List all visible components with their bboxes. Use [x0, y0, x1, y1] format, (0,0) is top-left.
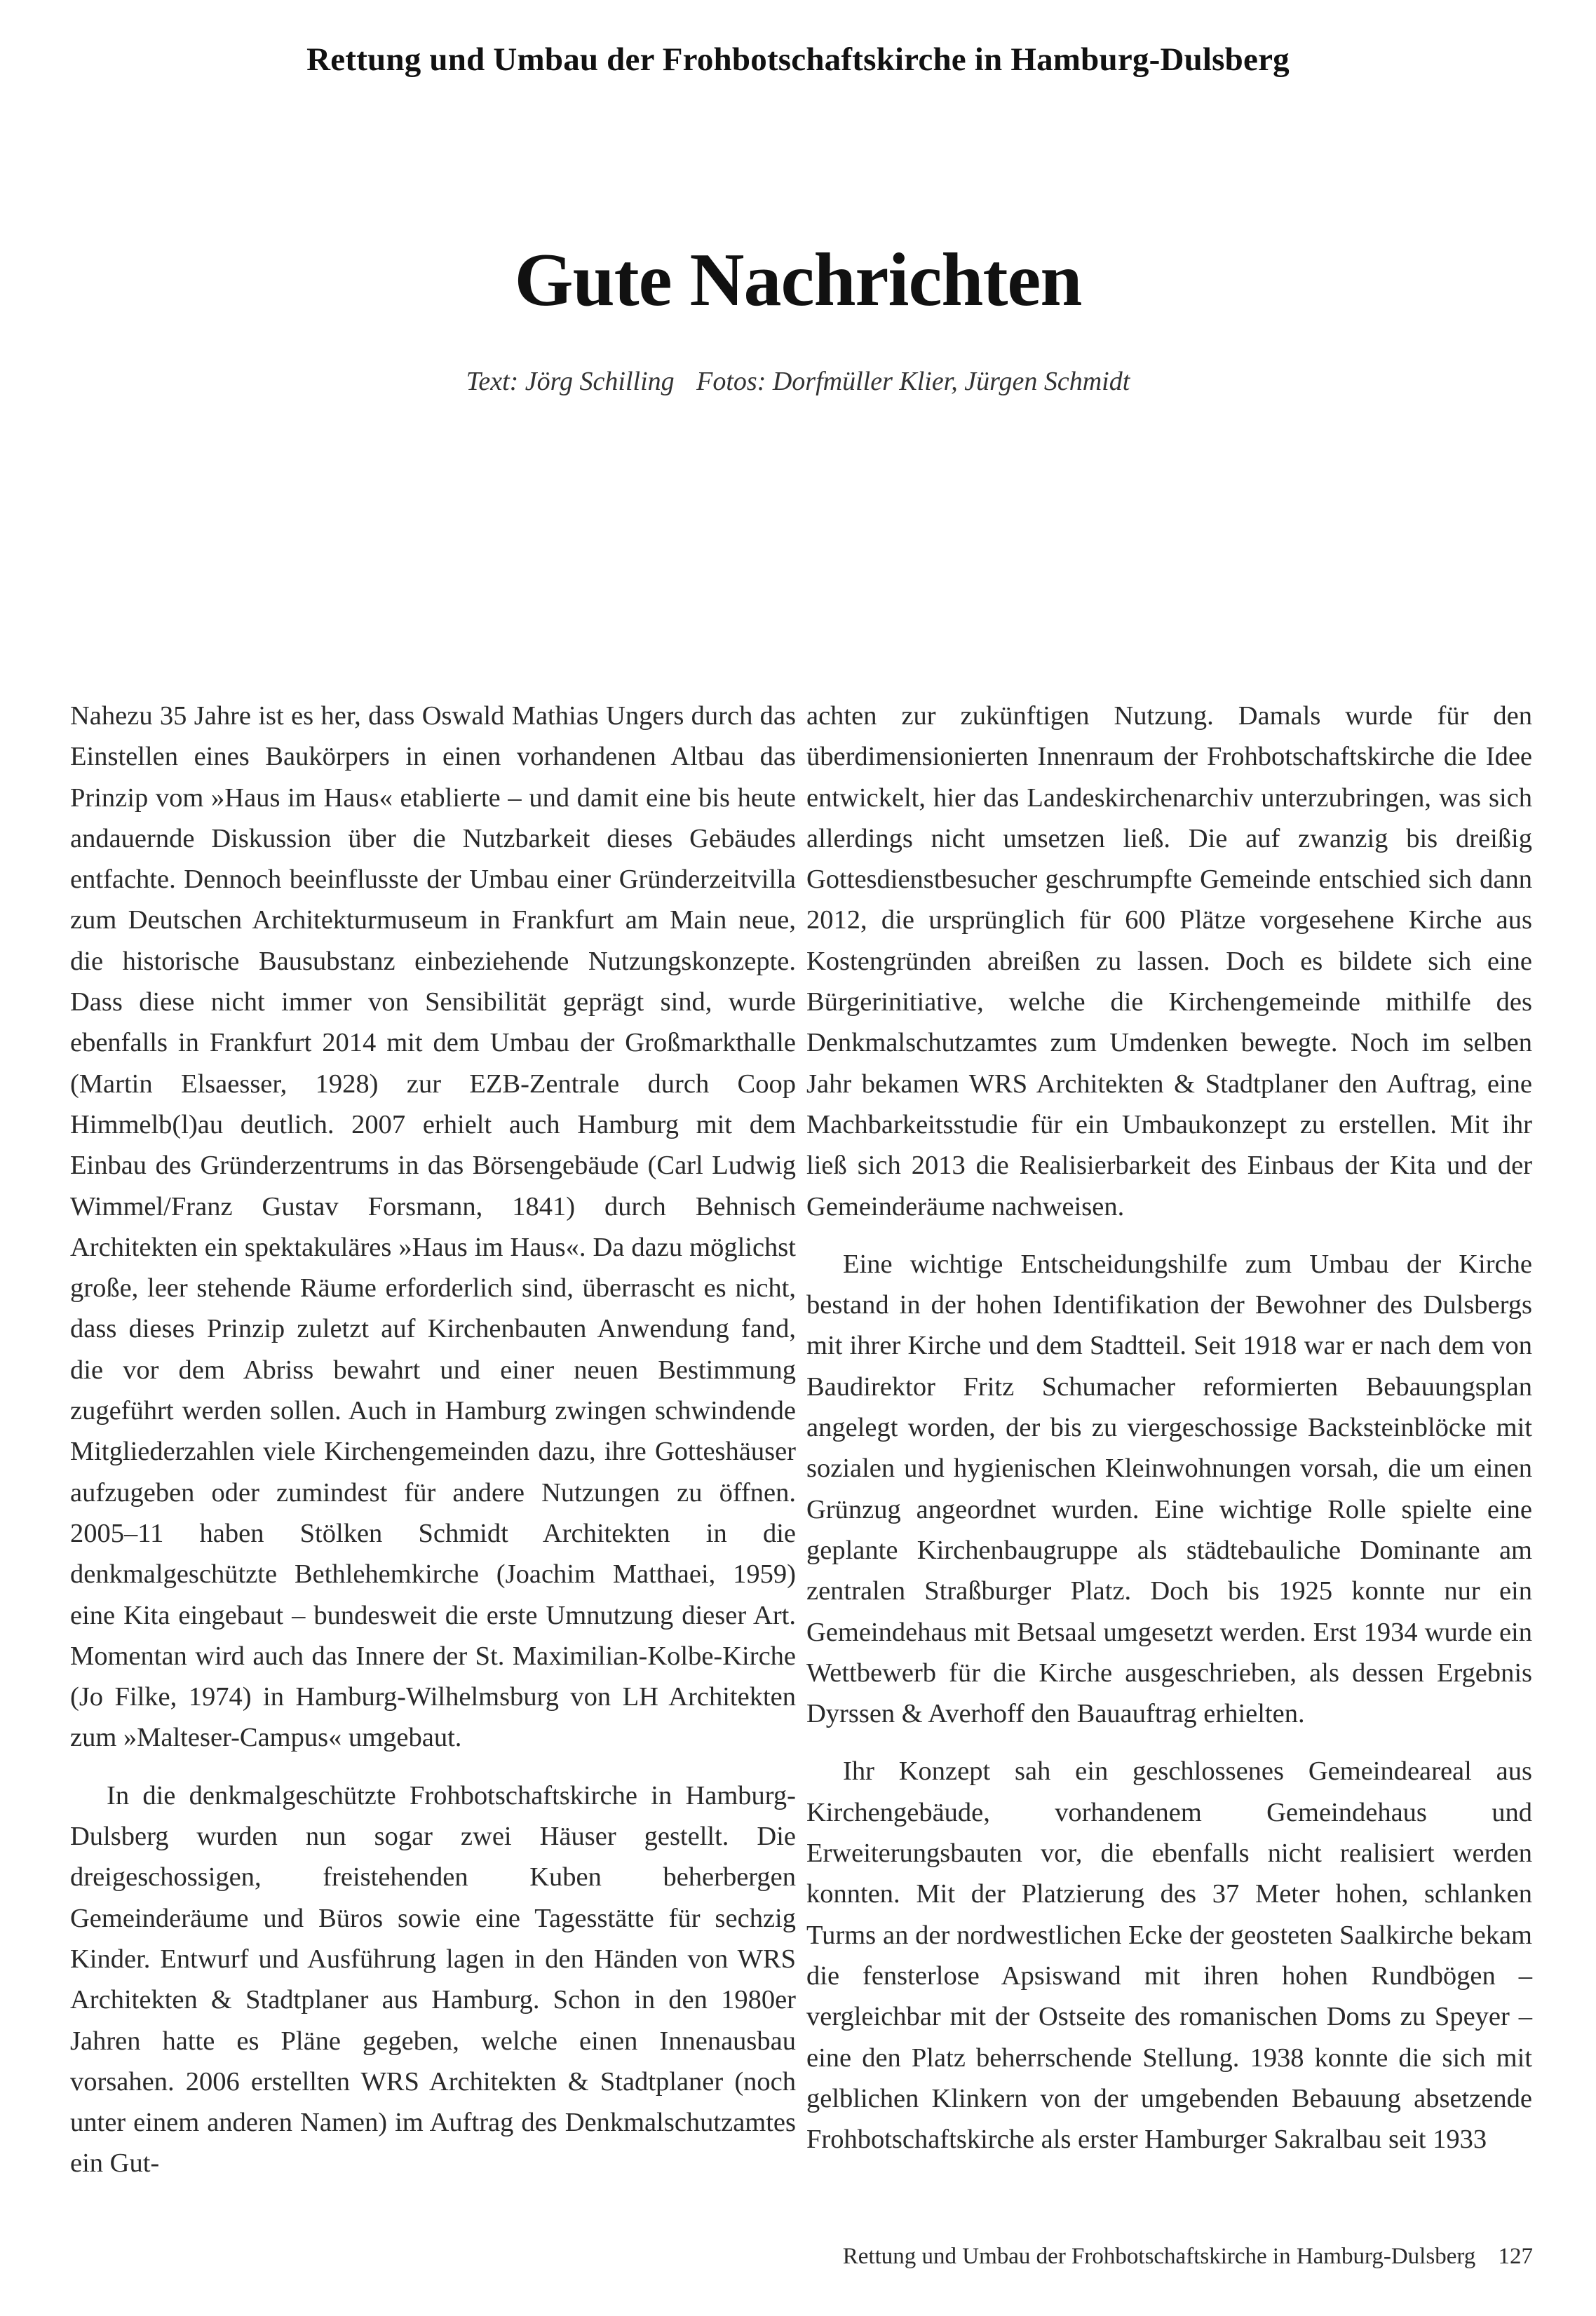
text-credit: Text: Jörg Schilling: [466, 367, 675, 396]
page-footer: [843, 2244, 1533, 2270]
text-column-right: [806, 696, 1532, 2160]
paragraph: In die denkmalgeschützte Frohbotschaftskirche in Hamburg-Dulsberg wurden nun sogar zwei Häuser gestellt. Die dreigeschossigen, freistehenden Kuben beherbergen Gemeinderäume und Büros sowie eine Tagesstätte für sechzig Kinder. Entwurf und Ausführung lagen in den Händen von WRS Architekten & Stadtplaner aus Hamburg. Schon in den 1980er Jahren hatte es Pläne gegeben, welche einen Innenausbau vorsahen. 2006 erstellten WRS Architekten & Stadtplaner (noch unter einem anderen Namen) im Auftrag des Denkmalschutzamtes ein Gut-: [70, 1780, 796, 2179]
photo-credit: Fotos: Dorfmüller Klier, Jürgen Schmidt: [696, 367, 1130, 396]
running-head: Rettung und Umbau der Frohbotschaftskirche in Hamburg-Dulsberg: [306, 41, 1290, 78]
paragraph: Eine wichtige Entscheidungshilfe zum Umbau der Kirche bestand in der hohen Identifikation der Bewohner des Dulsbergs mit ihrer Kirche und dem Stadtteil. Seit 1918 war er nach dem von Baudirektor Fritz Schumacher reformierten Bebauungsplan angelegt worden, der bis zu viergeschossige Backsteinblöcke mit sozialen und hygienischen Kleinwohnungen vorsah, die um einen Grünzug angeordnet wurden. Eine wichtige Rolle spielte eine geplante Kirchenbaugruppe als städtebauliche Dominante am zentralen Straßburger Platz. Doch bis 1925 konnte nur ein Gemeindehaus mit Betsaal umgesetzt werden. Erst 1934 wurde ein Wettbewerb für die Kirche ausgeschrieben, als dessen Ergebnis Dyrssen & Averhoff den Bauauftrag erhielten.: [806, 1249, 1532, 1729]
article-credits: [0, 366, 1596, 397]
paragraph: Nahezu 35 Jahre ist es her, dass Oswald Mathias Ungers durch das Einstellen eines Baukörpers in einen vorhandenen Altbau das Prinzip vom »Haus im Haus« etablierte – und damit eine bis heute andauernde Diskussion über die Nutzbarkeit dieses Gebäudes entfachte. Dennoch beeinflusste der Umbau einer Gründerzeitvilla zum Deutschen Architekturmuseum in Frankfurt am Main neue, die historische Bausubstanz einbeziehende Nutzungskonzepte. Dass diese nicht immer von Sensibilität geprägt sind, wurde ebenfalls in Frankfurt 2014 mit dem Umbau der Großmarkthalle (Martin Elsaesser, 1928) zur EZB-Zentrale durch Coop Himmelb(l)au deutlich. 2007 erhielt auch Hamburg mit dem Einbau des Gründerzentrums in das Börsengebäude (Carl Ludwig Wimmel/Franz Gustav Forsmann, 1841) durch Behnisch Architekten ein spektakuläres »Haus im Haus«. Da dazu möglichst große, leer stehende Räume erforderlich sind, überrascht es nicht, dass dieses Prinzip zuletzt auf Kirchenbauten Anwendung fand, die vor dem Abriss bewahrt und einer neuen Bestimmung zugeführt werden sollen. Auch in Hamburg zwingen schwindende Mitgliederzahlen viele Kirchengemeinden dazu, ihre Gotteshäuser aufzugeben oder zumindest für andere Nutzungen zu öffnen. 2005–11 haben Stölken Schmidt Architekten in die denkmalgeschützte Bethlehemkirche (Joachim Matthaei, 1959) eine Kita eingebaut – bundesweit die erste Umnutzung dieser Art. Momentan wird auch das Innere der St. Maximilian-Kolbe-Kirche (Jo Filke, 1974) in Hamburg-Wilhelmsburg von LH Architekten zum »Malteser-Campus« umgebaut.: [70, 701, 796, 1753]
paragraph: Ihr Konzept sah ein geschlossenes Gemeindeareal aus Kirchengebäude, vorhandenem Gemeindehaus und Erweiterungsbauten vor, die ebenfalls nicht realisiert werden konnten. Mit der Platzierung des 37 Meter hohen, schlanken Turms an der nordwestlichen Ecke der geosteten Saalkirche bekam die fensterlose Apsiswand mit ihren hohen Rundbögen – vergleichbar mit der Ostseite des romanischen Doms zu Speyer – eine den Platz beherrschende Stellung. 1938 konnte die sich mit gelblichen Klinkern von der umgebenden Bebauung absetzende Frohbotschaftskirche als erster Hamburger Sakralbau seit 1933: [806, 1756, 1532, 2155]
page-number: 127: [1498, 2244, 1533, 2269]
footer-running-title: Rettung und Umbau der Frohbotschaftskirche in Hamburg-Dulsberg: [842, 2244, 1476, 2269]
paragraph: achten zur zukünftigen Nutzung. Damals wurde für den überdimensionierten Innenraum der Frohbotschaftskirche die Idee entwickelt, hier das Landeskirchenarchiv unterzubringen, was sich allerdings nicht umsetzen ließ. Die auf zwanzig bis dreißig Gottesdienstbesucher geschrumpfte Gemeinde entschied sich dann 2012, die ursprünglich für 600 Plätze vorgesehene Kirche aus Kostengründen abreißen zu lassen. Doch es bildete sich eine Bürgerinitiative, welche die Kirchengemeinde mithilfe des Denkmalschutzamtes zum Umdenken bewegte. Noch im selben Jahr bekamen WRS Architekten & Stadtplaner den Auftrag, eine Machbarkeitsstudie für ein Umbaukonzept zu erstellen. Mit ihr ließ sich 2013 die Realisierbarkeit des Einbaus der Kita und der Gemeinderäume nachweisen.: [806, 701, 1532, 1221]
article-title: Gute Nachrichten: [514, 238, 1082, 322]
text-column-left: [70, 696, 796, 2184]
